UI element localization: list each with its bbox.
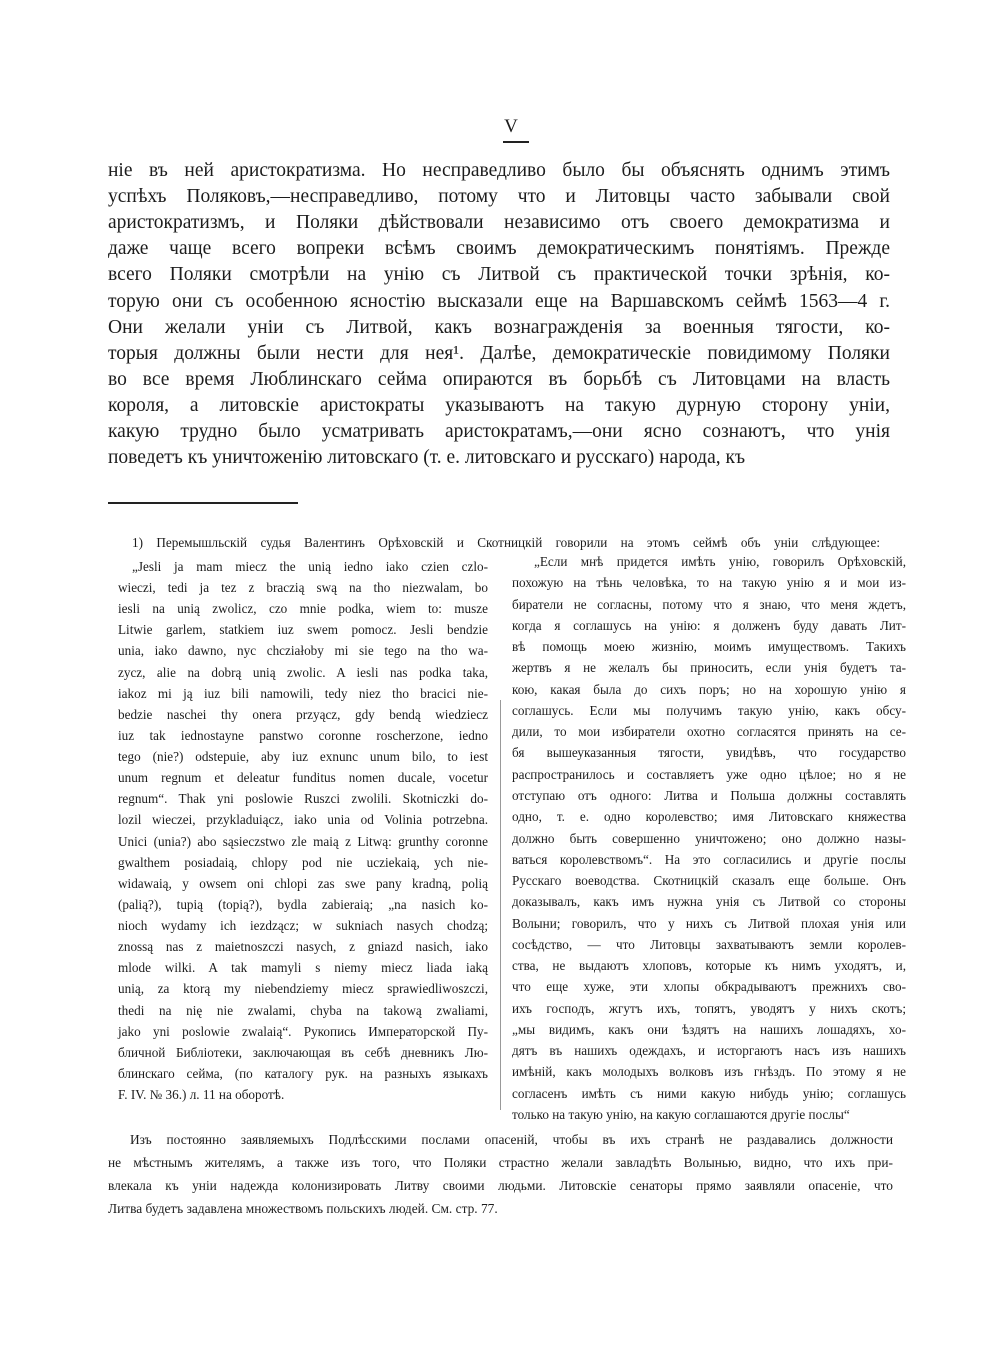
footnote-left-line: Litwie garlem, statkiem iuz swem pomocz. Jesli bendzie: [118, 622, 488, 638]
page-number: V: [504, 116, 518, 137]
main-text-line: аристократизмъ, и Поляки дѣйствовали независимо отъ своего демократизма и: [108, 212, 890, 234]
footnote-left-line: thedi na nię nie zwalami, chyba na takową zwaliami,: [118, 1002, 488, 1018]
footnote-right-line: „мы видимъ, какъ они ѣздятъ на нашихъ лошадяхъ, хо-: [512, 1021, 906, 1037]
footnote-left-line: iakoz mi ją iuz bili namowili, tedy niez tho bracici nie-: [118, 685, 488, 701]
footnote-right-line: биратели не согласны, потому что я знаю, что меня ждетъ,: [512, 596, 906, 612]
main-text-line: во все время Люблинскаго сейма опираются въ борьбѣ съ Литовцами на власть: [108, 368, 890, 390]
closing-paragraph-line: влекала къ уніи надежда колонизировать Литву своими людьми. Литовскіе сенаторы прямо заявляли опасеніе, что: [108, 1178, 893, 1193]
main-text-line: всего Поляки смотрѣли на унію съ Литвой съ практической точки зрѣнія, ко-: [108, 264, 890, 286]
footnote-left-line: wieczi, tedi ja tez z braczią swą na tho niezwalam, bo: [118, 580, 488, 596]
closing-paragraph-line: Изъ постоянно заявляемыхъ Подлѣсскими послами опасеній, чтобы въ ихъ странѣ не раздавались должности: [130, 1132, 893, 1147]
footnote-right-line: что еще хуже, эти хлопы обкрадываютъ прежнихъ сво-: [512, 979, 906, 995]
main-text-line: успѣхъ Поляковъ,—несправедливо, потому что и Литовцы часто забывали свой: [108, 186, 890, 208]
page-number-underline: [503, 141, 529, 143]
footnote-right-line: сосѣдство, — что Литовцы захватываютъ земли королев-: [512, 936, 906, 952]
footnote-right-line: распространилось и составляетъ уже одно цѣлое; но я не: [512, 766, 906, 782]
footnote-right-line: одно, т. е. одно королевство; имя Литовскаго княжества: [512, 809, 906, 825]
footnote-right-line: только на такую унію, на какую соглашаются другіе послы“: [512, 1107, 850, 1123]
main-text-line: даже чаще всего вопреки всѣмъ своимъ демократическимъ понятіямъ. Прежде: [108, 238, 890, 260]
footnote-left-line: блинскаго сейма, (по каталогу рук. на разныхъ языкахъ: [118, 1065, 488, 1081]
footnote-left-line: zycz, alie na dobrą unią zwolic. A iesli nas podka taka,: [118, 664, 488, 680]
closing-paragraph-line: не мѣстнымъ жителямъ, а также изъ того, что Поляки страстно желали завладѣть Волынью, видно, что ихъ при-: [108, 1155, 893, 1170]
footnote-right-line: похожую на тѣнь человѣка, то на такую унію я и мои из-: [512, 575, 906, 591]
main-text-line: Они желали уніи съ Литвой, какъ вознагражденія за военныя тягости, ко-: [108, 316, 890, 338]
footnote-right-line: имѣній, какъ молодыхъ волковъ изъ гнѣздъ. По этому я не: [512, 1064, 906, 1080]
column-divider: [500, 700, 501, 1110]
footnote-right-line: „Если мнѣ придется имѣть унію, говорилъ Орѣховскій,: [534, 554, 906, 569]
footnote-right-line: Русскаго воеводства. Скотницкій сказалъ еще больше. Онъ: [512, 873, 906, 889]
footnote-left-line: lozil wieczei, przykladuiącz, iako unia od Volinia potrzebna.: [118, 812, 488, 828]
footnote-left-line: jako yni poslowie zwalaią“. Рукопись Императорской Пу-: [118, 1023, 488, 1039]
footnote-left-line: unią, za ktorą my niebendziemy miecz sprawiedliwoszczi,: [118, 981, 488, 997]
footnote-left-line: mlode wilki. A tak mamyli s niemy miecz liada iaką: [118, 960, 488, 976]
footnote-right-line: Волыни; говорилъ, что у нихъ съ Литвой плохая унія или: [512, 915, 906, 931]
footnote-left-line: regnum“. Thak yni poslowie Ruszci zwolili. Skotniczki do-: [118, 791, 488, 807]
footnote-right-line: ваться королевствомъ“. На это согласились и другіе послы: [512, 851, 906, 867]
footnote-right-line: дили, то мои избиратели охотно согласятся принять на се-: [512, 724, 906, 740]
footnote-right-line: ихъ господъ, жгутъ ихъ, топятъ, уводятъ у нихъ скотъ;: [512, 1000, 906, 1016]
footnote-right-line: соглашусь. Если мы получимъ такую унію, какъ обсу-: [512, 702, 906, 718]
footnote-left-line: F. IV. № 36.) л. 11 на оборотѣ.: [118, 1087, 285, 1102]
footnote-right-line: согласенъ имѣть съ ними какую нибудь унію; соглашусь: [512, 1085, 906, 1101]
footnote-left-line: znossą nas z maietnoszczi nasych, z gniazd nasich, iako: [118, 939, 488, 955]
footnote-left-line: (palią?), tupią (topią?), bydla zabieraią; „na nasich ko-: [118, 896, 488, 912]
footnote-left-line: unia, iako dawno, nyc chcziałoby mi sie tego na tho wa-: [118, 643, 488, 659]
main-text-line: торую они съ особенною ясностію высказали еще на Варшавскомъ сеймѣ 1563—4 г.: [108, 290, 890, 312]
footnote-left-line: бличной Библіотеки, заключающая въ себѣ дневникъ Лю-: [118, 1044, 488, 1060]
footnote-right-line: отступаю отъ одного: Литва и Польша должны составлять: [512, 787, 906, 803]
footnote-right-line: жертвъ я не желалъ бы приносить, если унія будетъ та-: [512, 660, 906, 676]
main-text-line: короля, а литовскіе аристократы указываютъ на такую дурную сторону уніи,: [108, 394, 890, 416]
footnote-right-line: ства, не выдаютъ хлоповъ, которые къ нимъ уходятъ, и,: [512, 958, 906, 974]
footnote-left-line: iuz tak iednostayne panstwo coronne roscherzone, iedno: [118, 727, 488, 743]
footnote-left-line: widawaią, y owsem oni chlopi zas swe pany kradną, polią: [118, 875, 488, 891]
footnote-right-line: когда я соглашусь на унію: я долженъ буду давать Лит-: [512, 617, 906, 633]
footnote-left-line: bedzie naschei thy onera przyącz, gdy bendą wiedziecz: [118, 706, 488, 722]
footnote-right-line: дятъ въ нашихъ одеждахъ, и исторгаютъ насъ изъ нашихъ: [512, 1043, 906, 1059]
footnote-left-line: „Jesli ja mam miecz the unią iedno iako czien czlo-: [132, 559, 488, 574]
footnote-left-line: gwalthem posiadaią, chlopy pod nie ucziekaią, ych nie-: [118, 854, 488, 870]
footnote-left-line: nioch wydamy ich iezdzącz; w sukniach nasych chodzą;: [118, 918, 488, 934]
main-text-line: торыя должны были нести для нея¹. Далѣе, демократическіе повидимому Поляки: [108, 342, 890, 364]
footnote-right-line: должно быть совершенно уничтожено; оно должно назы-: [512, 830, 906, 846]
main-text-line: какую трудно было усматривать аристократамъ,—они ясно сознаютъ, что унія: [108, 421, 890, 442]
closing-paragraph-line: Литва будетъ задавлена множествомъ польскихъ людей. См. стр. 77.: [108, 1201, 498, 1216]
footnote-left-line: iesli na unią zwolicz, czo mnie podka, wiem to: musze: [118, 601, 488, 617]
main-text-line: поведетъ къ уничтоженію литовскаго (т. е. литовскаго и русскаго) народа, къ: [108, 447, 746, 469]
footnote-left-line: tego (nie?) odstepuie, aby iuz exnunc unum bilo, to iest: [118, 749, 488, 765]
footnote-separator-rule: [108, 502, 298, 504]
footnote-heading: 1) Перемышльскій судья Валентинъ Орѣховскій и Скотницкій говорили на этомъ сеймѣ объ уніи слѣдующее:: [132, 535, 880, 550]
main-text-line: ніе въ ней аристократизма. Но несправедливо было бы объяснять однимъ этимъ: [108, 160, 890, 181]
footnote-left-line: unum regnum et deleatur funditus nomen ducale, vocetur: [118, 770, 488, 786]
footnote-right-line: бя вышеуказанныя тягости, увидѣвъ, что государство: [512, 745, 906, 761]
footnote-right-line: доказывалъ, какъ имъ нужна унія съ Литвой со стороны: [512, 894, 906, 910]
footnote-left-line: Unici (unia?) abo sąsieczstwo zle maią z Litwą: grunthy coronne: [118, 833, 488, 849]
footnote-right-line: вѣ помощь моею жизнію, моимъ имуществомъ. Такихъ: [512, 639, 906, 655]
footnote-right-line: кою, какая была до сихъ поръ; но на хорошую унію я: [512, 681, 906, 697]
